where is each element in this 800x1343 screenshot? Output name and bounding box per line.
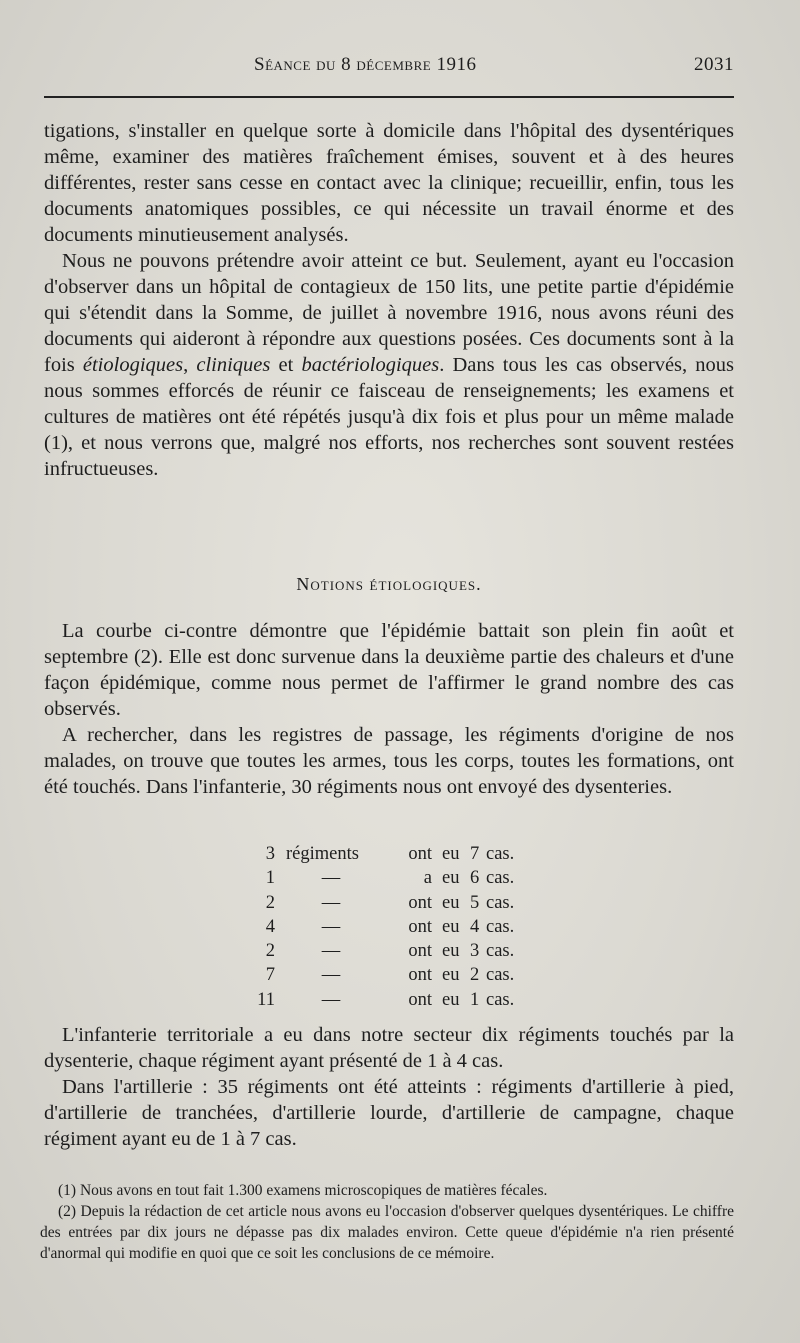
italic-term-cliniques: cliniques: [196, 354, 271, 376]
row-cases: 5: [470, 892, 480, 913]
row-cases: 7: [470, 844, 480, 864]
table-row: [240, 988, 540, 1012]
row-cases: 1: [470, 989, 480, 1010]
table-row: [240, 963, 540, 987]
row-label: —: [321, 989, 341, 1010]
header-rule: [44, 96, 734, 98]
row-label: —: [321, 892, 341, 913]
row-label: —: [321, 965, 341, 986]
section-body: [44, 618, 734, 800]
row-label: régiments: [286, 844, 359, 864]
row-verb: ont: [408, 989, 432, 1010]
table-row: [240, 842, 540, 866]
row-verb: ont: [408, 916, 432, 937]
row-count: 1: [265, 868, 275, 889]
row-label: —: [321, 868, 341, 889]
section2-body: [44, 1022, 734, 1152]
table-row: [240, 939, 540, 963]
row-verb: ont: [408, 941, 432, 962]
section-paragraph-2: A rechercher, dans les registres de passage, les régiments d'origine de nos malades, on trouve que toutes les armes, tous les corps, toutes les formations, ont été touchés. Dans l'infanterie, 30 régiments nous ont envoyé des dysenteries.: [44, 724, 734, 798]
row-count: 4: [265, 916, 275, 937]
intro-paragraph-2: [44, 248, 734, 482]
italic-term-etiologiques: étiologiques: [82, 354, 184, 376]
row-count: 2: [265, 892, 275, 913]
row-cases: 2: [470, 965, 480, 986]
section2-paragraph-1: L'infanterie territoriale a eu dans notre secteur dix régiments touchés par la dysenterie, chaque régiment ayant présenté de 1 à 4 cas.: [44, 1024, 734, 1072]
row-unit: cas.: [486, 941, 515, 962]
row-verb: ont: [408, 965, 432, 986]
text-run: Nous ne pouvons prétendre avoir atteint ce but. Seulement, ayant eu l'occasion d'observer dans un hôpital de contagieux de 150 lits, une petite partie d'épidémie qui s'étendit dans la Somme, de juillet à novembre 1916, nous avons réuni des documents qui aideront à répondre aux questions posées. Ces documents sont à la fois: [44, 250, 734, 376]
row-unit: cas.: [486, 916, 515, 937]
footnote-1: (1) Nous avons en tout fait 1.300 examens microscopiques de matières fécales.: [58, 1182, 548, 1199]
intro-paragraph-1: tigations, s'installer en quelque sorte à domicile dans l'hôpital des dysentériques même, examiner des matières fraîchement émises, souvent et à des heures différentes, rester sans cesse en contact avec la clinique; recueillir, enfin, tous les documents anatomiques possibles, ce qui nécessite un travail énorme et des documents minutieusement analysés.: [44, 120, 734, 246]
row-unit: cas.: [486, 844, 515, 864]
row-count: 7: [265, 965, 275, 986]
row-count: 11: [257, 989, 275, 1010]
footnote-2: (2) Depuis la rédaction de cet article nous avons eu l'occasion d'observer quelques dysentériques. Le chiffre des entrées par dix jours ne dépasse pas dix malades environ. Cette queue d'épidémie n'a rien présenté d'anormal qui modifie en quoi que ce soit les conclusions de ce mémoire.: [40, 1203, 734, 1262]
running-title: Séance du 8 décembre 1916: [254, 54, 477, 75]
row-eu: eu: [442, 941, 460, 962]
text-run: . Dans tous les cas observés, nous nous sommes efforcés de réunir ce faisceau de renseignements; les examens et cultures de matières ont été répétés jusqu'à dix fois et plus pour un même malade (1), et nous verrons que, malgré nos efforts, nos recherches sont souvent restées infructueuses.: [44, 354, 735, 480]
section-heading: Notions étiologiques.: [296, 574, 482, 594]
row-unit: cas.: [486, 965, 515, 986]
row-count: 2: [265, 941, 275, 962]
row-cases: 3: [470, 941, 480, 962]
row-verb: ont: [408, 892, 432, 913]
row-unit: cas.: [486, 868, 515, 889]
running-header: [44, 54, 734, 84]
row-eu: eu: [442, 916, 460, 937]
footnotes: [40, 1180, 734, 1264]
row-cases: 4: [470, 916, 480, 937]
table-row: [240, 866, 540, 890]
row-eu: eu: [442, 868, 460, 889]
intro-block: [44, 118, 734, 482]
row-label: —: [321, 916, 341, 937]
row-eu: eu: [442, 989, 460, 1010]
text-run: ,: [183, 354, 197, 376]
row-label: —: [321, 941, 341, 962]
row-eu: eu: [442, 844, 460, 864]
row-unit: cas.: [486, 989, 515, 1010]
row-count: 3: [265, 844, 275, 864]
text-run: et: [270, 354, 302, 376]
row-eu: eu: [442, 965, 460, 986]
row-verb: ont: [408, 844, 432, 864]
page-number: 2031: [694, 54, 734, 75]
row-verb: a: [423, 868, 432, 889]
table-row: [240, 915, 540, 939]
section2-paragraph-2: Dans l'artillerie : 35 régiments ont été atteints : régiments d'artillerie à pied, d'artillerie de tranchées, d'artillerie lourde, d'artillerie de campagne, chaque régiment ayant eu de 1 à 7 cas.: [44, 1076, 734, 1150]
row-unit: cas.: [486, 892, 515, 913]
section-paragraph-1: La courbe ci-contre démontre que l'épidémie battait son plein fin août et septembre (2). Elle est donc survenue dans la deuxième partie des chaleurs et d'une façon épidémique, comme nous permet de l'affirmer le grand nombre des cas observés.: [44, 620, 734, 720]
row-cases: 6: [470, 868, 480, 889]
regiment-cases-table: [240, 842, 540, 1012]
table-row: [240, 891, 540, 915]
row-eu: eu: [442, 892, 460, 913]
italic-term-bacteriologiques: bactériologiques: [301, 354, 440, 376]
